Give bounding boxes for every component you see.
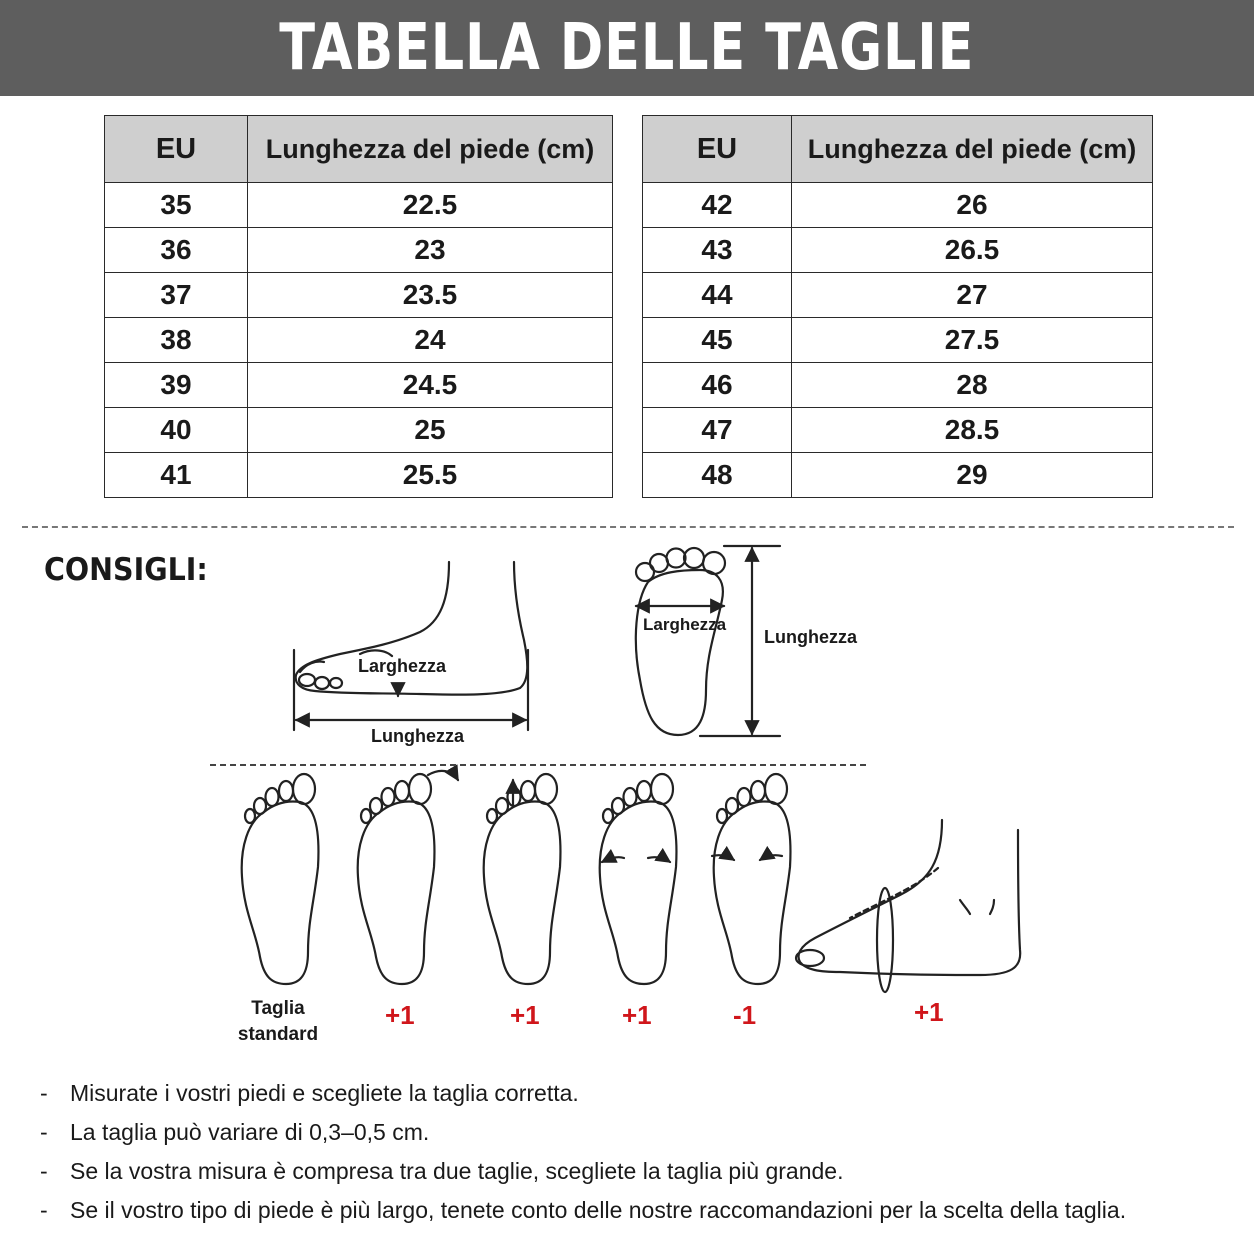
adjust-label: -1	[733, 1000, 757, 1030]
foot-length-cell: 24	[248, 318, 613, 363]
eu-size-cell: 36	[105, 228, 248, 273]
width-label-top: Larghezza	[643, 615, 727, 634]
eu-size-cell: 40	[105, 408, 248, 453]
length-header: Lunghezza del piede (cm)	[248, 116, 613, 183]
adjust-label: +1	[914, 997, 944, 1027]
foot-length-cell: 27.5	[792, 318, 1153, 363]
length-label-side: Lunghezza	[371, 726, 464, 746]
eu-size-cell: 43	[643, 228, 792, 273]
foot-long-toe-icon	[358, 771, 458, 984]
foot-length-cell: 28.5	[792, 408, 1153, 453]
eu-size-cell: 39	[105, 363, 248, 408]
width-label-side: Larghezza	[358, 656, 447, 676]
foot-narrow-icon	[712, 774, 790, 984]
foot-length-cell: 25	[248, 408, 613, 453]
eu-header: EU	[105, 116, 248, 183]
eu-header: EU	[643, 116, 792, 183]
foot-length-cell: 22.5	[248, 183, 613, 228]
foot-length-cell: 27	[792, 273, 1153, 318]
foot-length-cell: 26	[792, 183, 1153, 228]
eu-size-cell: 46	[643, 363, 792, 408]
standard-size-label: Taglia standard	[237, 998, 319, 1045]
list-item: - Misurate i vostri piedi e scegliete la taglia corretta.	[40, 1080, 579, 1106]
top-foot-icon	[636, 546, 780, 736]
foot-length-cell: 23.5	[248, 273, 613, 318]
foot-length-cell: 23	[248, 228, 613, 273]
list-item: - Se il vostro tipo di piede è più largo, tenete conto delle nostre raccomandazioni per la scelta della taglia.	[40, 1197, 1127, 1223]
eu-size-cell: 38	[105, 318, 248, 363]
foot-length-cell: 28	[792, 363, 1153, 408]
diagram-divider	[210, 764, 866, 766]
eu-size-cell: 44	[643, 273, 792, 318]
eu-size-cell: 45	[643, 318, 792, 363]
eu-size-cell: 35	[105, 183, 248, 228]
eu-size-cell: 42	[643, 183, 792, 228]
foot-second-toe-icon	[484, 774, 561, 984]
tips-heading: CONSIGLI:	[44, 552, 208, 588]
foot-length-cell: 26.5	[792, 228, 1153, 273]
page-title: TABELLA DELLE TAGLIE	[279, 11, 975, 85]
adjust-label: +1	[385, 1000, 415, 1030]
foot-length-cell: 24.5	[248, 363, 613, 408]
side-foot-icon	[294, 562, 528, 730]
tips-list	[40, 1076, 1126, 1232]
eu-size-cell: 41	[105, 453, 248, 498]
adjust-label: +1	[510, 1000, 540, 1030]
foot-wide-icon	[600, 774, 677, 984]
eu-size-cell: 37	[105, 273, 248, 318]
length-header: Lunghezza del piede (cm)	[792, 116, 1153, 183]
adjust-label: +1	[622, 1000, 652, 1030]
list-item: - Se la vostra misura è compresa tra due taglie, scegliete la taglia più grande.	[40, 1158, 844, 1184]
foot-length-cell: 25.5	[248, 453, 613, 498]
foot-high-instep-icon	[796, 820, 1020, 992]
foot-length-cell: 29	[792, 453, 1153, 498]
list-item: - La taglia può variare di 0,3–0,5 cm.	[40, 1119, 430, 1145]
eu-size-cell: 48	[643, 453, 792, 498]
eu-size-cell: 47	[643, 408, 792, 453]
foot-standard-icon	[242, 774, 319, 984]
length-label-top: Lunghezza	[764, 627, 857, 647]
